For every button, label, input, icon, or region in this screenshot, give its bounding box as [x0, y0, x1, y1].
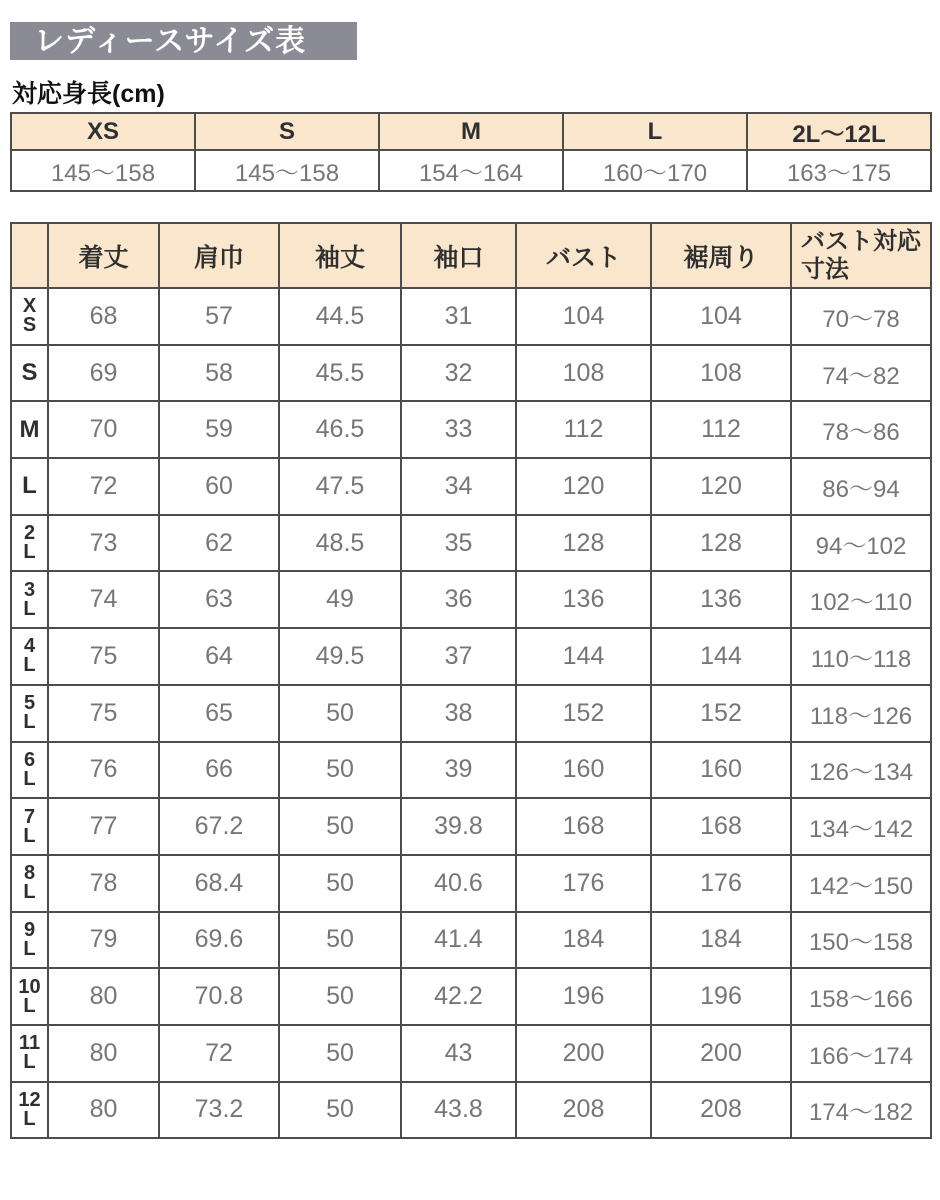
- size-value-cell: 120: [516, 458, 651, 515]
- size-value-cell: 68.4: [159, 855, 279, 912]
- height-value-cell: 145〜158: [195, 150, 379, 191]
- size-value-cell: 50: [279, 798, 401, 855]
- size-value-cell: 32: [401, 345, 516, 402]
- size-col-header-line: バスト: [801, 227, 873, 255]
- size-row-label: [11, 855, 48, 912]
- size-row-label: [11, 912, 48, 969]
- height-table-caption: 対応身長(cm): [12, 80, 165, 108]
- size-table-body: [11, 288, 931, 1138]
- size-value-cell: 174〜182: [791, 1082, 931, 1139]
- size-value-cell: 38: [401, 685, 516, 742]
- size-row-label: [11, 742, 48, 799]
- size-value-cell: 39.8: [401, 798, 516, 855]
- size-table-row: [11, 345, 931, 402]
- size-value-cell: 34: [401, 458, 516, 515]
- size-value-cell: 108: [651, 345, 791, 402]
- size-table-row: [11, 912, 931, 969]
- size-value-cell: 74: [48, 571, 159, 628]
- size-col-header: バスト: [516, 223, 651, 288]
- size-value-cell: 50: [279, 685, 401, 742]
- size-row-label: [11, 798, 48, 855]
- size-value-cell: 43: [401, 1025, 516, 1082]
- size-row-label-line: L: [23, 937, 36, 960]
- size-row-label-line: 2: [23, 522, 36, 545]
- size-row-label: [11, 515, 48, 572]
- size-value-cell: 73.2: [159, 1082, 279, 1139]
- height-col-header: 2L〜12L: [747, 113, 931, 150]
- size-value-cell: 104: [516, 288, 651, 345]
- height-value-cell: 154〜164: [379, 150, 563, 191]
- size-row-label-line: L: [23, 654, 36, 677]
- size-value-cell: 176: [516, 855, 651, 912]
- size-value-cell: 142〜150: [791, 855, 931, 912]
- size-row-label-line: M: [19, 415, 40, 443]
- size-value-cell: 110〜118: [791, 628, 931, 685]
- size-col-header: [791, 223, 931, 288]
- size-value-cell: 74〜82: [791, 345, 931, 402]
- size-value-cell: 160: [651, 742, 791, 799]
- size-value-cell: 80: [48, 1082, 159, 1139]
- height-value-cell: 145〜158: [11, 150, 195, 191]
- size-table-row: [11, 1082, 931, 1139]
- size-row-label-line: 6: [23, 748, 36, 771]
- size-value-cell: 160: [516, 742, 651, 799]
- size-value-cell: 168: [651, 798, 791, 855]
- size-row-label-line: 5: [23, 692, 36, 715]
- size-table-row: [11, 1025, 931, 1082]
- size-row-label: [11, 968, 48, 1025]
- size-value-cell: 80: [48, 1025, 159, 1082]
- size-value-cell: 208: [516, 1082, 651, 1139]
- height-value-cell: 160〜170: [563, 150, 747, 191]
- size-value-cell: 50: [279, 968, 401, 1025]
- height-table-value-row: [11, 150, 931, 191]
- size-table-header-row: [11, 223, 931, 288]
- size-value-cell: 68: [48, 288, 159, 345]
- size-table: [10, 222, 932, 1139]
- size-value-cell: 72: [159, 1025, 279, 1082]
- size-table-row: [11, 798, 931, 855]
- size-value-cell: 102〜110: [791, 571, 931, 628]
- height-table-header-row: [11, 113, 931, 150]
- size-table-row: [11, 401, 931, 458]
- size-value-cell: 78: [48, 855, 159, 912]
- size-value-cell: 42.2: [401, 968, 516, 1025]
- size-value-cell: 184: [651, 912, 791, 969]
- size-value-cell: 59: [159, 401, 279, 458]
- size-value-cell: 70: [48, 401, 159, 458]
- size-row-label-line: L: [23, 824, 36, 847]
- size-row-label-line: X: [22, 295, 37, 318]
- size-row-label-line: L: [23, 767, 36, 790]
- size-value-cell: 31: [401, 288, 516, 345]
- size-value-cell: 43.8: [401, 1082, 516, 1139]
- size-value-cell: 112: [651, 401, 791, 458]
- size-value-cell: 79: [48, 912, 159, 969]
- size-value-cell: 57: [159, 288, 279, 345]
- size-row-label: [11, 685, 48, 742]
- size-value-cell: 134〜142: [791, 798, 931, 855]
- size-value-cell: 64: [159, 628, 279, 685]
- size-value-cell: 37: [401, 628, 516, 685]
- size-value-cell: 152: [516, 685, 651, 742]
- size-value-cell: 112: [516, 401, 651, 458]
- height-table: [10, 112, 932, 192]
- size-value-cell: 86〜94: [791, 458, 931, 515]
- size-col-header: 肩巾: [159, 223, 279, 288]
- size-row-label-line: L: [23, 994, 36, 1017]
- size-table-row: [11, 685, 931, 742]
- size-value-cell: 196: [516, 968, 651, 1025]
- size-row-label-line: L: [23, 541, 36, 564]
- size-value-cell: 49: [279, 571, 401, 628]
- size-row-label-line: L: [23, 881, 36, 904]
- size-row-label-line: 9: [23, 918, 36, 941]
- size-row-label-line: S: [22, 314, 37, 337]
- size-value-cell: 70.8: [159, 968, 279, 1025]
- size-row-label-line: S: [21, 359, 38, 387]
- size-row-label: [11, 571, 48, 628]
- size-row-label: [11, 458, 48, 515]
- size-value-cell: 168: [516, 798, 651, 855]
- size-value-cell: 50: [279, 1025, 401, 1082]
- size-value-cell: 104: [651, 288, 791, 345]
- size-table-row: [11, 288, 931, 345]
- size-value-cell: 44.5: [279, 288, 401, 345]
- size-value-cell: 40.6: [401, 855, 516, 912]
- size-value-cell: 94〜102: [791, 515, 931, 572]
- size-row-label: [11, 1025, 48, 1082]
- size-value-cell: 39: [401, 742, 516, 799]
- size-value-cell: 144: [651, 628, 791, 685]
- size-value-cell: 128: [516, 515, 651, 572]
- size-value-cell: 36: [401, 571, 516, 628]
- size-value-cell: 158〜166: [791, 968, 931, 1025]
- size-row-label-line: L: [23, 597, 36, 620]
- size-row-label-line: L: [23, 1107, 36, 1130]
- size-value-cell: 200: [651, 1025, 791, 1082]
- size-value-cell: 75: [48, 685, 159, 742]
- size-value-cell: 120: [651, 458, 791, 515]
- size-value-cell: 118〜126: [791, 685, 931, 742]
- size-col-header: 着丈: [48, 223, 159, 288]
- size-value-cell: 67.2: [159, 798, 279, 855]
- size-row-label-line: L: [23, 711, 36, 734]
- size-value-cell: 70〜78: [791, 288, 931, 345]
- size-value-cell: 58: [159, 345, 279, 402]
- size-value-cell: 150〜158: [791, 912, 931, 969]
- size-table-row: [11, 571, 931, 628]
- size-row-label: [11, 345, 48, 402]
- size-row-label-line: 11: [18, 1032, 41, 1055]
- size-row-label-line: L: [22, 472, 37, 500]
- size-value-cell: 208: [651, 1082, 791, 1139]
- corner-cell: [11, 223, 48, 288]
- size-value-cell: 136: [516, 571, 651, 628]
- size-value-cell: 62: [159, 515, 279, 572]
- height-value-cell: 163〜175: [747, 150, 931, 191]
- size-value-cell: 50: [279, 855, 401, 912]
- size-row-label-line: 10: [18, 975, 41, 998]
- size-value-cell: 35: [401, 515, 516, 572]
- size-value-cell: 48.5: [279, 515, 401, 572]
- size-value-cell: 65: [159, 685, 279, 742]
- size-value-cell: 50: [279, 912, 401, 969]
- size-value-cell: 152: [651, 685, 791, 742]
- size-value-cell: 33: [401, 401, 516, 458]
- size-value-cell: 60: [159, 458, 279, 515]
- size-table-row: [11, 515, 931, 572]
- size-value-cell: 69: [48, 345, 159, 402]
- size-table-row: [11, 968, 931, 1025]
- height-col-header: XS: [11, 113, 195, 150]
- size-value-cell: 72: [48, 458, 159, 515]
- size-value-cell: 63: [159, 571, 279, 628]
- size-col-header: 裾周り: [651, 223, 791, 288]
- size-value-cell: 176: [651, 855, 791, 912]
- size-col-header: 袖口: [401, 223, 516, 288]
- size-row-label: [11, 401, 48, 458]
- size-value-cell: 196: [651, 968, 791, 1025]
- size-value-cell: 126〜134: [791, 742, 931, 799]
- size-row-label-line: 8: [23, 862, 36, 885]
- size-value-cell: 108: [516, 345, 651, 402]
- size-value-cell: 200: [516, 1025, 651, 1082]
- size-value-cell: 66: [159, 742, 279, 799]
- size-value-cell: 136: [651, 571, 791, 628]
- size-row-label-line: 7: [23, 805, 36, 828]
- size-row-label-line: L: [23, 1051, 36, 1074]
- size-table-row: [11, 742, 931, 799]
- size-value-cell: 77: [48, 798, 159, 855]
- size-row-label: [11, 288, 48, 345]
- size-row-label-line: 4: [23, 635, 36, 658]
- size-table-row: [11, 458, 931, 515]
- size-value-cell: 75: [48, 628, 159, 685]
- height-col-header: L: [563, 113, 747, 150]
- size-value-cell: 78〜86: [791, 401, 931, 458]
- size-row-label: [11, 1082, 48, 1139]
- size-table-row: [11, 628, 931, 685]
- size-row-label-line: 3: [23, 578, 36, 601]
- size-value-cell: 73: [48, 515, 159, 572]
- size-col-header-line: 対応寸法: [801, 227, 921, 283]
- size-value-cell: 41.4: [401, 912, 516, 969]
- size-value-cell: 45.5: [279, 345, 401, 402]
- size-value-cell: 144: [516, 628, 651, 685]
- page-title: レディースサイズ表: [10, 22, 357, 60]
- size-row-label: [11, 628, 48, 685]
- size-value-cell: 47.5: [279, 458, 401, 515]
- size-value-cell: 80: [48, 968, 159, 1025]
- size-value-cell: 50: [279, 1082, 401, 1139]
- height-col-header: S: [195, 113, 379, 150]
- size-col-header: 袖丈: [279, 223, 401, 288]
- height-col-header: M: [379, 113, 563, 150]
- size-value-cell: 184: [516, 912, 651, 969]
- size-value-cell: 76: [48, 742, 159, 799]
- size-table-row: [11, 855, 931, 912]
- size-value-cell: 69.6: [159, 912, 279, 969]
- size-row-label-line: 12: [18, 1088, 41, 1111]
- size-value-cell: 50: [279, 742, 401, 799]
- size-value-cell: 166〜174: [791, 1025, 931, 1082]
- size-value-cell: 49.5: [279, 628, 401, 685]
- size-value-cell: 128: [651, 515, 791, 572]
- size-value-cell: 46.5: [279, 401, 401, 458]
